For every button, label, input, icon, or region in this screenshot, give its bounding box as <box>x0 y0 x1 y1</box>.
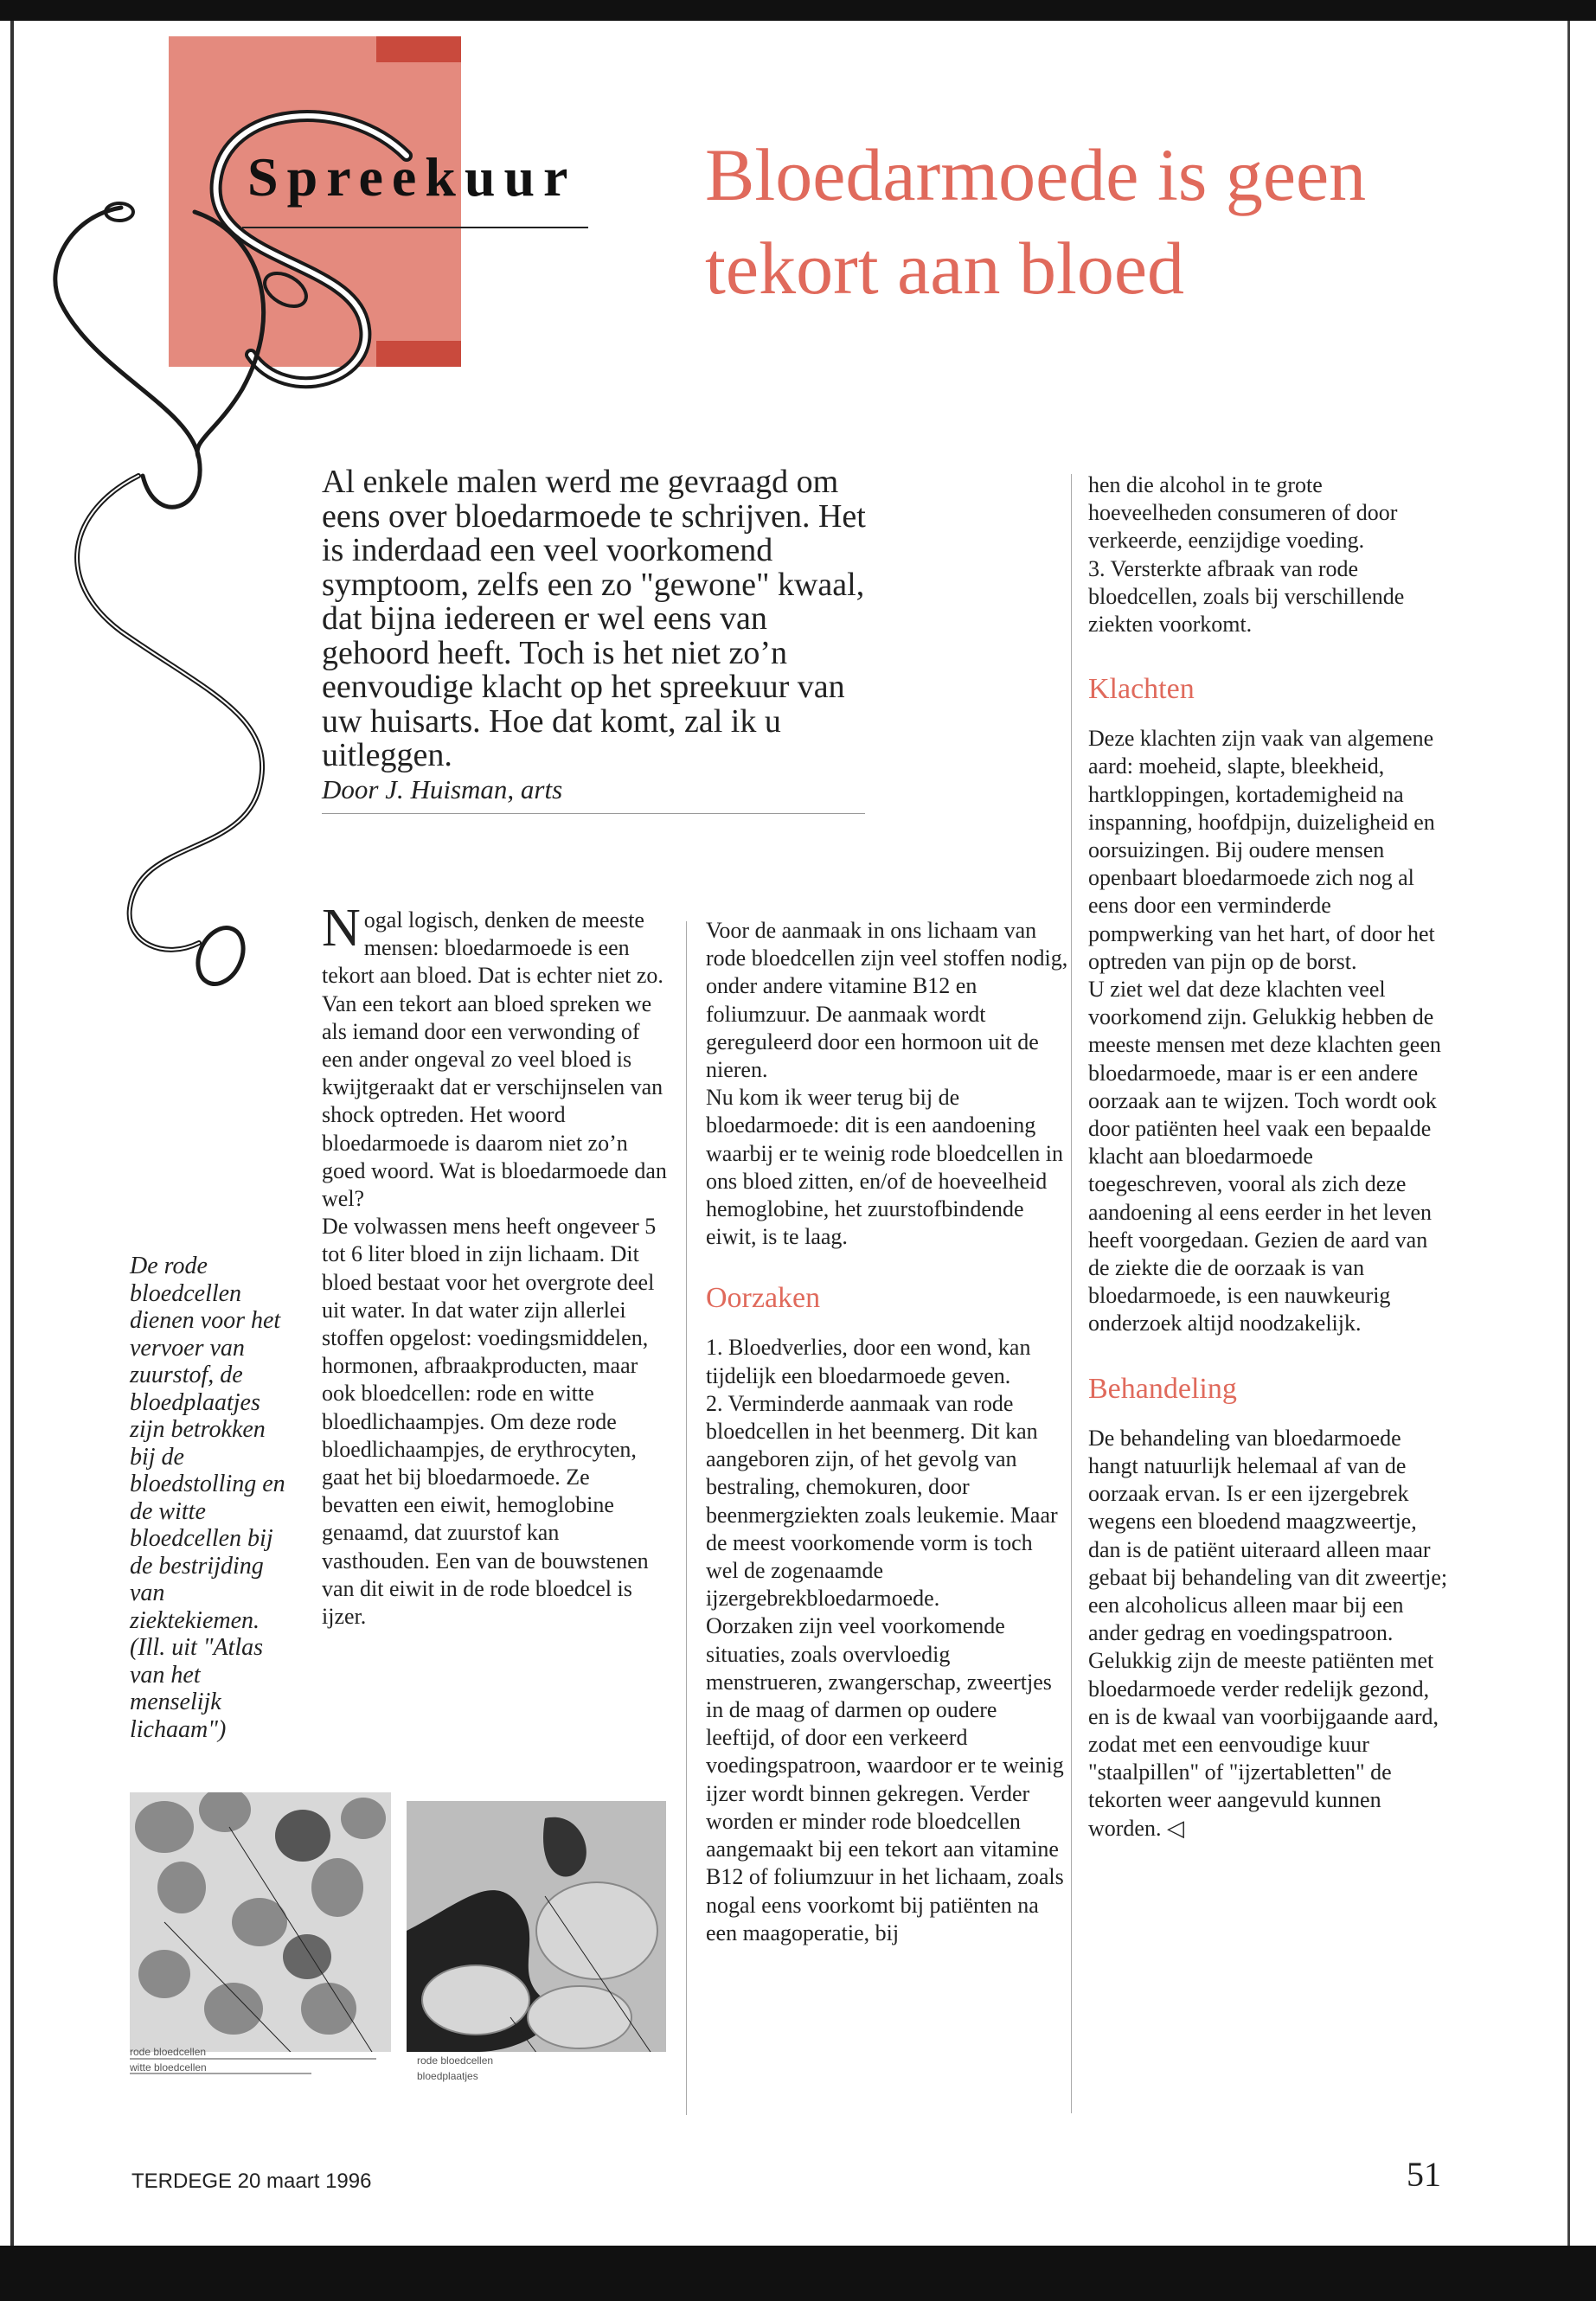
column-2-paragraph-1: Voor de aanmaak in ons lichaam van rode bloedcellen zijn veel stoffen nodig, onder andere vitamine B12 en foliumzuur. De aanmaak wordt gereguleerd door een hormoon uit de nieren. <box>706 918 1068 1083</box>
chest-piece-icon <box>189 920 252 991</box>
micrograph-platelets <box>407 1801 666 2086</box>
heading-behandeling: Behandeling <box>1088 1372 1237 1405</box>
image-caption: De rode bloedcellen dienen voor het vervoer van zuurstof, de bloedplaatjes zijn betrokken bij de bloedstolling en de witte bloedcellen bij de bestrijding van ziektekiemen. (Ill. uit "Atlas van het menselijk lichaam") <box>130 1253 285 1743</box>
label-rode-bloedcellen-right: rode bloedcellen <box>417 2054 494 2067</box>
article-title: Bloedarmoede is geen tekort aan bloed <box>705 133 1367 310</box>
column-3-paragraph-4: U ziet wel dat deze klachten veel voorkomend zijn. Gelukkig hebben de meeste mensen met deze klachten geen bloedarmoede, maar is er een andere oorzaak aan te wijzen. Toch wordt ook door patiënten heel vaak een bepaalde klacht aan bloedarmoede toegeschreven, vooral als zich deze aandoening al eens eerder in het leven heeft voorgedaan. Gezien de aard van de ziekte die de oorzaak is van bloedarmoede, is een nauwkeurig onderzoek altijd noodzakelijk. <box>1088 977 1441 1336</box>
column-2-paragraph-3: 1. Bloedverlies, door een wond, kan tijdelijk een bloedarmoede geven. <box>706 1335 1031 1388</box>
kicker-underline <box>242 227 588 228</box>
micrograph-left-image <box>130 1792 391 2086</box>
article-column-2 <box>706 917 1069 1947</box>
drop-cap: N <box>322 899 361 958</box>
heading-oorzaken: Oorzaken <box>706 1282 821 1315</box>
right-page-edge <box>1567 21 1570 2246</box>
top-border-bar <box>0 0 1596 21</box>
article-column-1 <box>322 899 668 1631</box>
column-3-paragraph-3: Deze klachten zijn vaak van algemene aard: moeheid, slapte, bleekheid, hartkloppingen, kortademigheid na inspanning, hoofdpijn, duizeligheid en oorsuizingen. Bij oudere mensen openbaart bloedarmoede zich nog al eens door een verminderde pompwerking van het hart, of door het optreden van pijn op de borst. <box>1088 726 1435 974</box>
label-witte-bloedcellen: witte bloedcellen <box>130 2061 207 2073</box>
page-number: 51 <box>1407 2155 1441 2194</box>
section-kicker: Spreekuur <box>247 146 577 208</box>
label-bloedplaatjes: bloedplaatjes <box>417 2070 478 2082</box>
article-column-3 <box>1088 471 1452 1843</box>
heading-klachten: Klachten <box>1088 673 1195 706</box>
column-divider-2 <box>1071 474 1072 2113</box>
byline: Door J. Huisman, arts <box>322 774 563 804</box>
column-1-paragraph-2: De volwassen mens heeft ongeveer 5 tot 6 liter bloed in zijn lichaam. Dit bloed bestaat voor het overgrote deel uit water. In dat water zijn allerlei stoffen opgelost: voedingsmiddelen, hormonen, afbraakproducten, maar ook bloedcellen: rode en witte bloedlichaampjes. Om deze rode bloedlichaampjes, de erythrocyten, gaat het bij bloedarmoede. Ze bevatten een eiwit, hemoglobine genaamd, dat zuurstof kan vasthouden. Een van de bouwstenen van dit eiwit in de rode bloedcel is ijzer. <box>322 1214 657 1630</box>
stethoscope-tube <box>55 208 264 507</box>
column-2-paragraph-5: Oorzaken zijn veel voorkomende situaties, zoals overvloedig menstrueren, zwangerschap, zweertjes in de maag of darmen op oudere leeftijd, of door een verkeerd voedingspatroon, waardoor er te weinig ijzer wordt binnen gekregen. Verder worden er minder rode bloedcellen aangemaakt bij een tekort aan vitamine B12 of foliumzuur in het lichaam, zoals nogal eens voorkomt bij patiënten na een maagoperatie, bij <box>706 1613 1064 1945</box>
column-1-paragraph-1 <box>322 899 668 1213</box>
bottom-border-bar <box>0 2246 1596 2301</box>
column-3-paragraph-5: De behandeling van bloedarmoede hangt natuurlijk helemaal af van de oorzaak ervan. Is er een ijzergebrek wegens een bloedend maagzweertje, dan is de patiënt uiteraard alleen maar gebaat bij behandeling van dit zweertje; een alcoholicus alleen maar bij een ander gedrag en voedingspatroon. <box>1088 1425 1448 1646</box>
publication-footer: TERDEGE 20 maart 1996 <box>131 2170 372 2193</box>
column-3-paragraph-1: hen die alcohol in te grote hoeveelheden consumeren of door verkeerde, eenzijdige voeding. <box>1088 472 1398 554</box>
intro-paragraph: Al enkele malen werd me gevraagd om eens over bloedarmoede te schrijven. Het is inderdaad een veel voorkomend symptoom, zelfs een zo "gewone" kwaal, dat bijna iedereen er wel eens van gehoord heeft. Toch is het niet zo’n eenvoudige klacht op het spreekuur van uw huisarts. Hoe dat komt, zal ik u uitleggen. <box>322 464 866 773</box>
column-3-paragraph-2: 3. Versterkte afbraak van rode bloedcellen, zoals bij verschillende ziekten voorkomt. <box>1088 555 1405 638</box>
label-rode-bloedcellen-left: rode bloedcellen <box>130 2046 207 2058</box>
micrograph-blood-cells <box>130 1792 391 2086</box>
column-3-paragraph-6: Gelukkig zijn de meeste patiënten met bloedarmoede verder redelijk gezond, en is de kwaal van voorbijgaande aard, zodat met een eenvoudige kuur "staalpillen" of "ijzertabletten" de tekorten weer aangevuld kunnen worden. ◁ <box>1088 1648 1439 1841</box>
column-1-text-1: ogal logisch, denken de meeste mensen: bloedarmoede is een tekort aan bloed. Dat is echter niet zo. Van een tekort aan bloed spreken we als iemand door een verwonding of een ander ongeval zo veel bloed is kwijtgeraakt dat er verschijnselen van shock optreden. Het woord bloedarmoede is daarom niet zo’n goed woord. Wat is bloedarmoede dan wel? <box>322 907 667 1212</box>
column-2-paragraph-4: 2. Verminderde aanmaak van rode bloedcellen in het beenmerg. Dit kan aangeboren zijn, of het gevolg van bestraling, chemokuren, door beenmergziekten zoals leukemie. Maar de meest voorkomende vorm is toch wel de zogenaamde ijzergebrekbloedarmoede. <box>706 1390 1058 1612</box>
byline-divider <box>322 813 865 814</box>
micrograph-right-image <box>407 1801 666 2086</box>
column-2-paragraph-2: Nu kom ik weer terug bij de bloedarmoede: dit is een aandoening waarbij er te weinig rode bloedcellen in ons bloed zitten, en/of de hoeveelheid hemoglobine, het zuurstofbindende eiwit, is te laag. <box>706 1085 1063 1250</box>
column-divider-1 <box>686 921 687 2115</box>
